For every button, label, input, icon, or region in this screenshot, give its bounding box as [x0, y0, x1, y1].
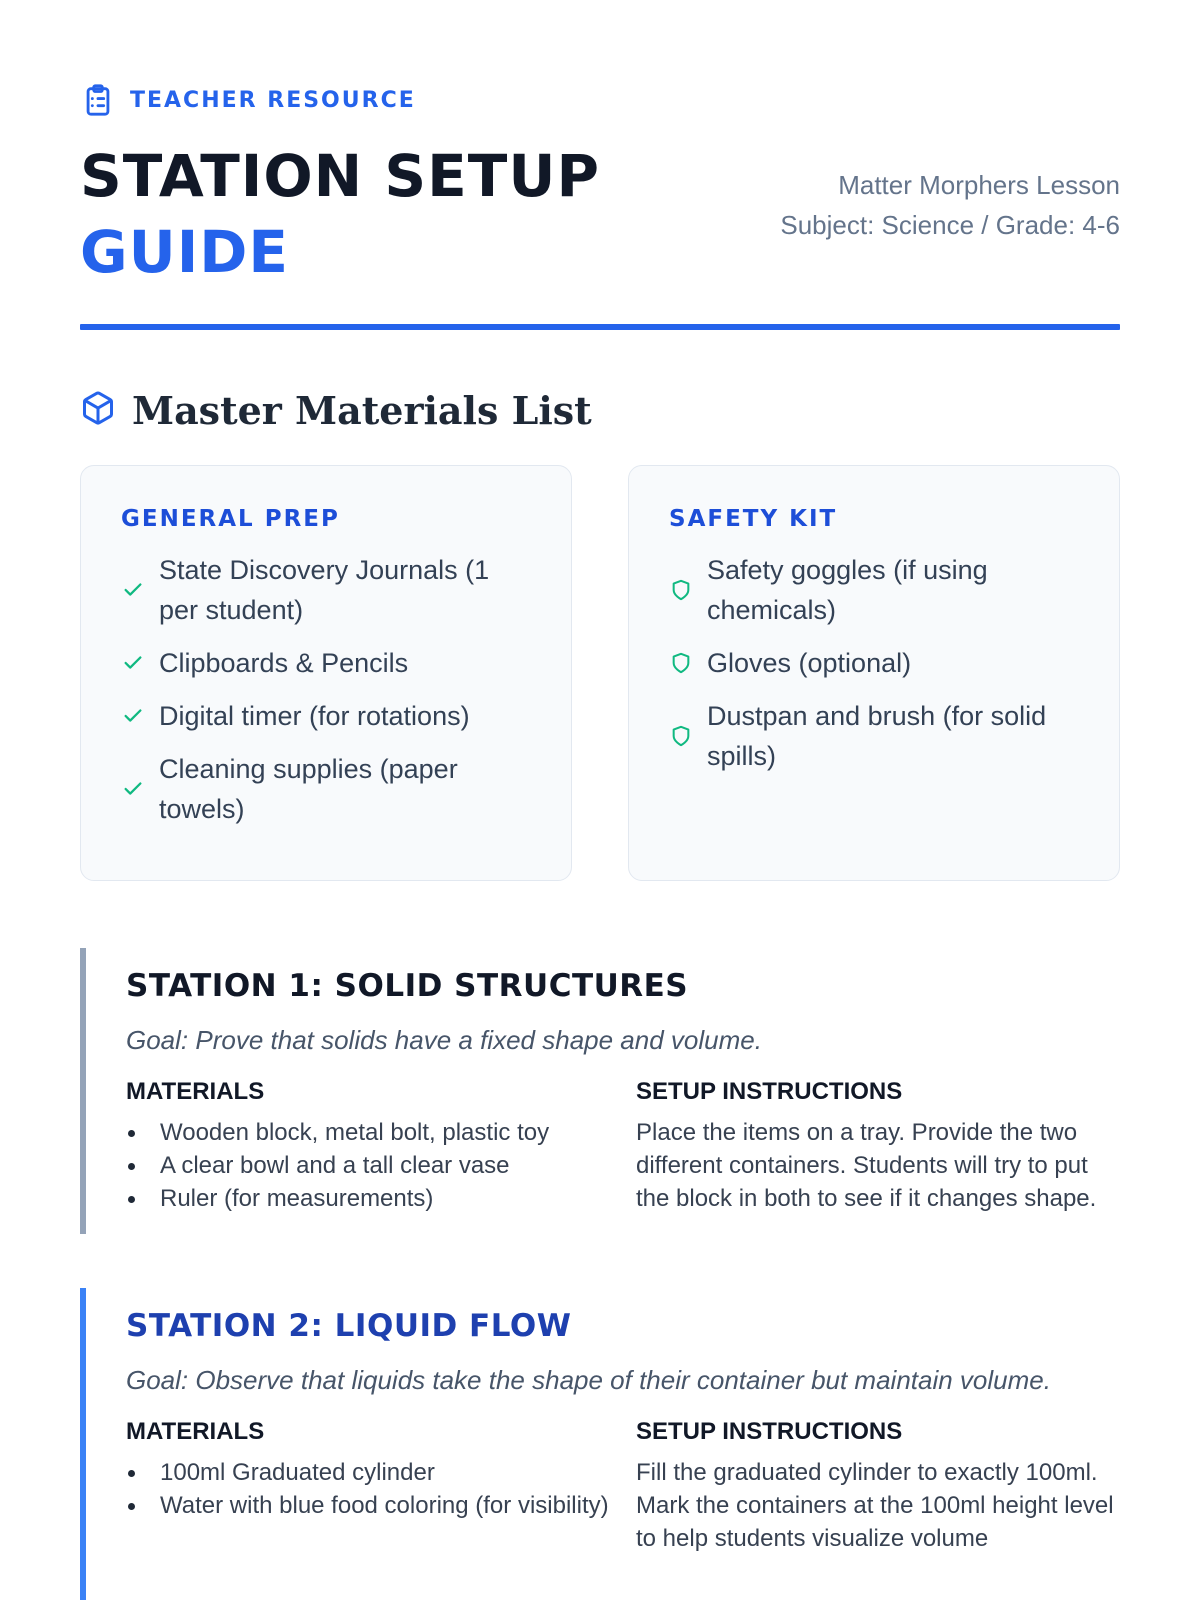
list-item: [669, 643, 1081, 683]
list-item-text: Clipboards & Pencils: [159, 648, 409, 678]
check-icon: [121, 578, 145, 602]
station-2-instructions: Fill the graduated cylinder to exactly 100ml. Mark the containers at the 100ml height level to help students visualize volume: [636, 1459, 1114, 1552]
station-1-instructions-label: SETUP INSTRUCTIONS: [636, 1078, 903, 1105]
shield-icon: [669, 724, 693, 748]
station-2-goal: Goal: Observe that liquids take the shape of their container but maintain volume.: [126, 1365, 1051, 1395]
station-1-instructions: Place the items on a tray. Provide the two different containers. Students will try to put the block in both to see if it changes shape.: [636, 1119, 1097, 1212]
header-divider: [80, 324, 1120, 330]
package-icon: [80, 390, 116, 431]
list-item: Wooden block, metal bolt, plastic toy: [126, 1116, 636, 1149]
station-1-materials-list: [126, 1116, 636, 1215]
clipboard-list-icon: [80, 82, 116, 118]
list-item: [121, 749, 533, 829]
list-item-text: Safety goggles (if using chemicals): [707, 555, 988, 625]
general-prep-list: [121, 550, 533, 829]
station-2-materials-label: MATERIALS: [126, 1418, 265, 1445]
station-setup-guide: [80, 0, 1120, 1600]
station-1-title: STATION 1: SOLID STRUCTURES: [126, 968, 689, 1004]
eyebrow-label: TEACHER RESOURCE: [130, 87, 416, 113]
shield-icon: [669, 651, 693, 675]
general-prep-title: GENERAL PREP: [121, 506, 340, 532]
list-item: Ruler (for measurements): [126, 1182, 636, 1215]
list-item: [121, 696, 533, 736]
safety-kit-title: SAFETY KIT: [669, 506, 838, 532]
station-1-goal: Goal: Prove that solids have a fixed shape and volume.: [126, 1025, 762, 1055]
list-item: A clear bowl and a tall clear vase: [126, 1149, 636, 1182]
check-icon: [121, 777, 145, 801]
materials-heading-text: Master Materials List: [132, 388, 592, 433]
check-icon: [121, 704, 145, 728]
station-2-instructions-label: SETUP INSTRUCTIONS: [636, 1418, 903, 1445]
list-item: [121, 550, 533, 630]
check-icon: [121, 651, 145, 675]
station-2: [80, 1288, 1120, 1600]
eyebrow: [80, 82, 416, 118]
lesson-meta: [760, 165, 1120, 245]
list-item-text: Cleaning supplies (paper towels): [159, 754, 458, 824]
list-item-text: State Discovery Journals (1 per student): [159, 555, 490, 625]
station-2-materials-list: [126, 1456, 636, 1522]
title-line-1: STATION SETUP: [80, 142, 600, 210]
shield-icon: [669, 578, 693, 602]
station-2-accent-bar: [80, 1288, 86, 1600]
list-item: 100ml Graduated cylinder: [126, 1456, 636, 1489]
safety-kit-list: [669, 550, 1081, 776]
list-item: [669, 696, 1081, 776]
title-line-2: GUIDE: [80, 218, 290, 286]
station-2-title: STATION 2: LIQUID FLOW: [126, 1308, 572, 1344]
general-prep-card: [80, 465, 572, 881]
list-item-text: Dustpan and brush (for solid spills): [707, 701, 1047, 771]
lesson-name: Matter Morphers Lesson: [838, 170, 1120, 200]
list-item: Water with blue food coloring (for visibility): [126, 1489, 636, 1522]
list-item-text: Gloves (optional): [707, 648, 912, 678]
list-item: [669, 550, 1081, 630]
station-1: [80, 948, 1120, 1234]
subject-grade: Subject: Science / Grade: 4-6: [780, 210, 1120, 240]
station-1-materials-label: MATERIALS: [126, 1078, 265, 1105]
list-item: [121, 643, 533, 683]
materials-heading: [80, 388, 592, 433]
page-title: [80, 138, 720, 290]
station-1-accent-bar: [80, 948, 86, 1234]
safety-kit-card: [628, 465, 1120, 881]
list-item-text: Digital timer (for rotations): [159, 701, 470, 731]
